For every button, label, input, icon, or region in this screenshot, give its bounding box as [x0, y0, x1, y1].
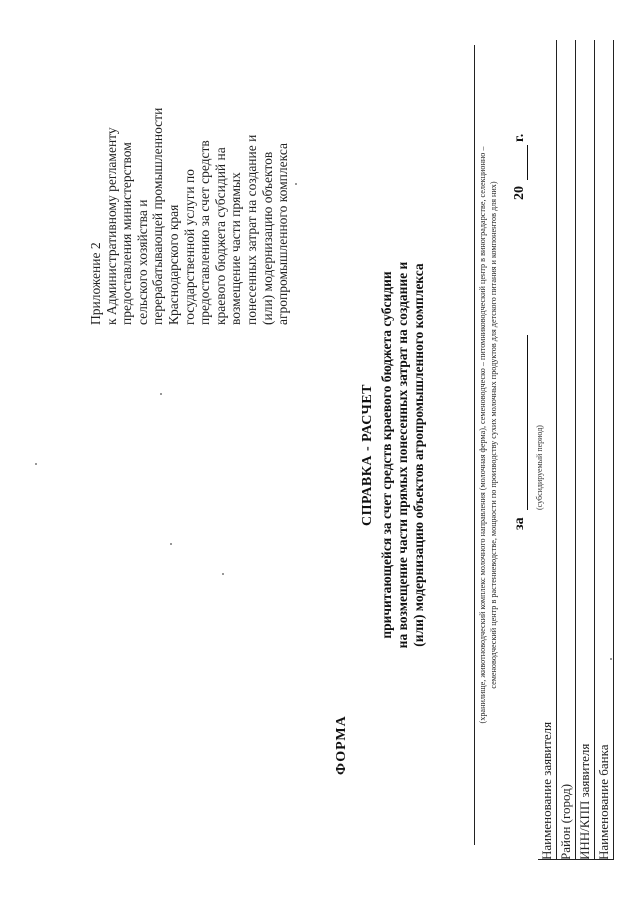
- scan-speck: [222, 573, 224, 575]
- title-line: на возмещение части прямых понесенных затрат на создание и: [395, 261, 410, 649]
- scan-speck: [35, 463, 37, 465]
- period-prefix: за: [512, 517, 527, 530]
- title-line: (или) модернизацию объектов агропромышленного комплекса: [411, 263, 426, 647]
- annex-line: понесенных затрат на создание и: [243, 134, 259, 325]
- object-types-note: [477, 25, 499, 845]
- year-prefix: 20: [512, 186, 527, 200]
- annex-block: [88, 25, 291, 325]
- period-row: [512, 133, 532, 605]
- year-suffix: г.: [512, 133, 527, 142]
- annex-line: к Административному регламенту: [103, 127, 119, 325]
- year-blank-line: [527, 145, 528, 180]
- title-line: причитающейся за счет средств краевого бюджета субсидии: [379, 271, 394, 639]
- table-row: [576, 40, 595, 860]
- note-top-rule: [474, 45, 475, 845]
- table-row: [557, 40, 576, 860]
- row-label: Наименование заявителя: [539, 721, 554, 860]
- annex-line: краевого бюджета субсидий на: [212, 147, 228, 325]
- annex-line: возмещение части прямых: [228, 172, 244, 325]
- row-label: ИНН/КПП заявителя: [577, 743, 592, 860]
- note-line: (хранилище, животноводческий комплекс молочного направления (молочная ферма), семеноводческо – питомниководческий центр в виноградарстве, селекционно –: [478, 146, 487, 724]
- row-label: Район (город): [558, 783, 573, 860]
- annex-line: перерабатывающей промышленности: [150, 107, 166, 325]
- table-left-border: [538, 859, 614, 860]
- scan-speck: [160, 393, 162, 395]
- title-heading: СПРАВКА - РАСЧЕТ: [360, 383, 375, 527]
- annex-line: предоставления министерством: [119, 142, 135, 325]
- table-row: [538, 40, 557, 860]
- annex-line: (или) модернизацию объектов: [259, 151, 275, 325]
- form-label: ФОРМА: [334, 715, 349, 775]
- table-row: [595, 40, 614, 860]
- applicant-table: [538, 40, 614, 860]
- row-label: Наименование банка: [596, 744, 611, 860]
- scan-speck: [170, 543, 172, 545]
- document-title: [360, 235, 427, 675]
- scan-speck: [610, 658, 612, 660]
- annex-line: Приложение 2: [88, 242, 103, 325]
- annex-line: Краснодарского края: [165, 204, 181, 325]
- note-line: семеноводческий центр в растениеводстве, мощности по производству сухих молочных продуктов для детского питания и компонентов для них): [489, 181, 498, 689]
- period-caption: (субсидируемый период): [535, 425, 544, 510]
- period-blank-line: [527, 335, 528, 510]
- annex-line: сельского хозяйства и: [134, 199, 150, 325]
- annex-line: государственной услуги по: [181, 169, 197, 325]
- annex-line: агропромышленного комплекса: [275, 143, 291, 325]
- scan-speck: [295, 183, 297, 185]
- annex-line: предоставлению за счет средств: [197, 140, 213, 325]
